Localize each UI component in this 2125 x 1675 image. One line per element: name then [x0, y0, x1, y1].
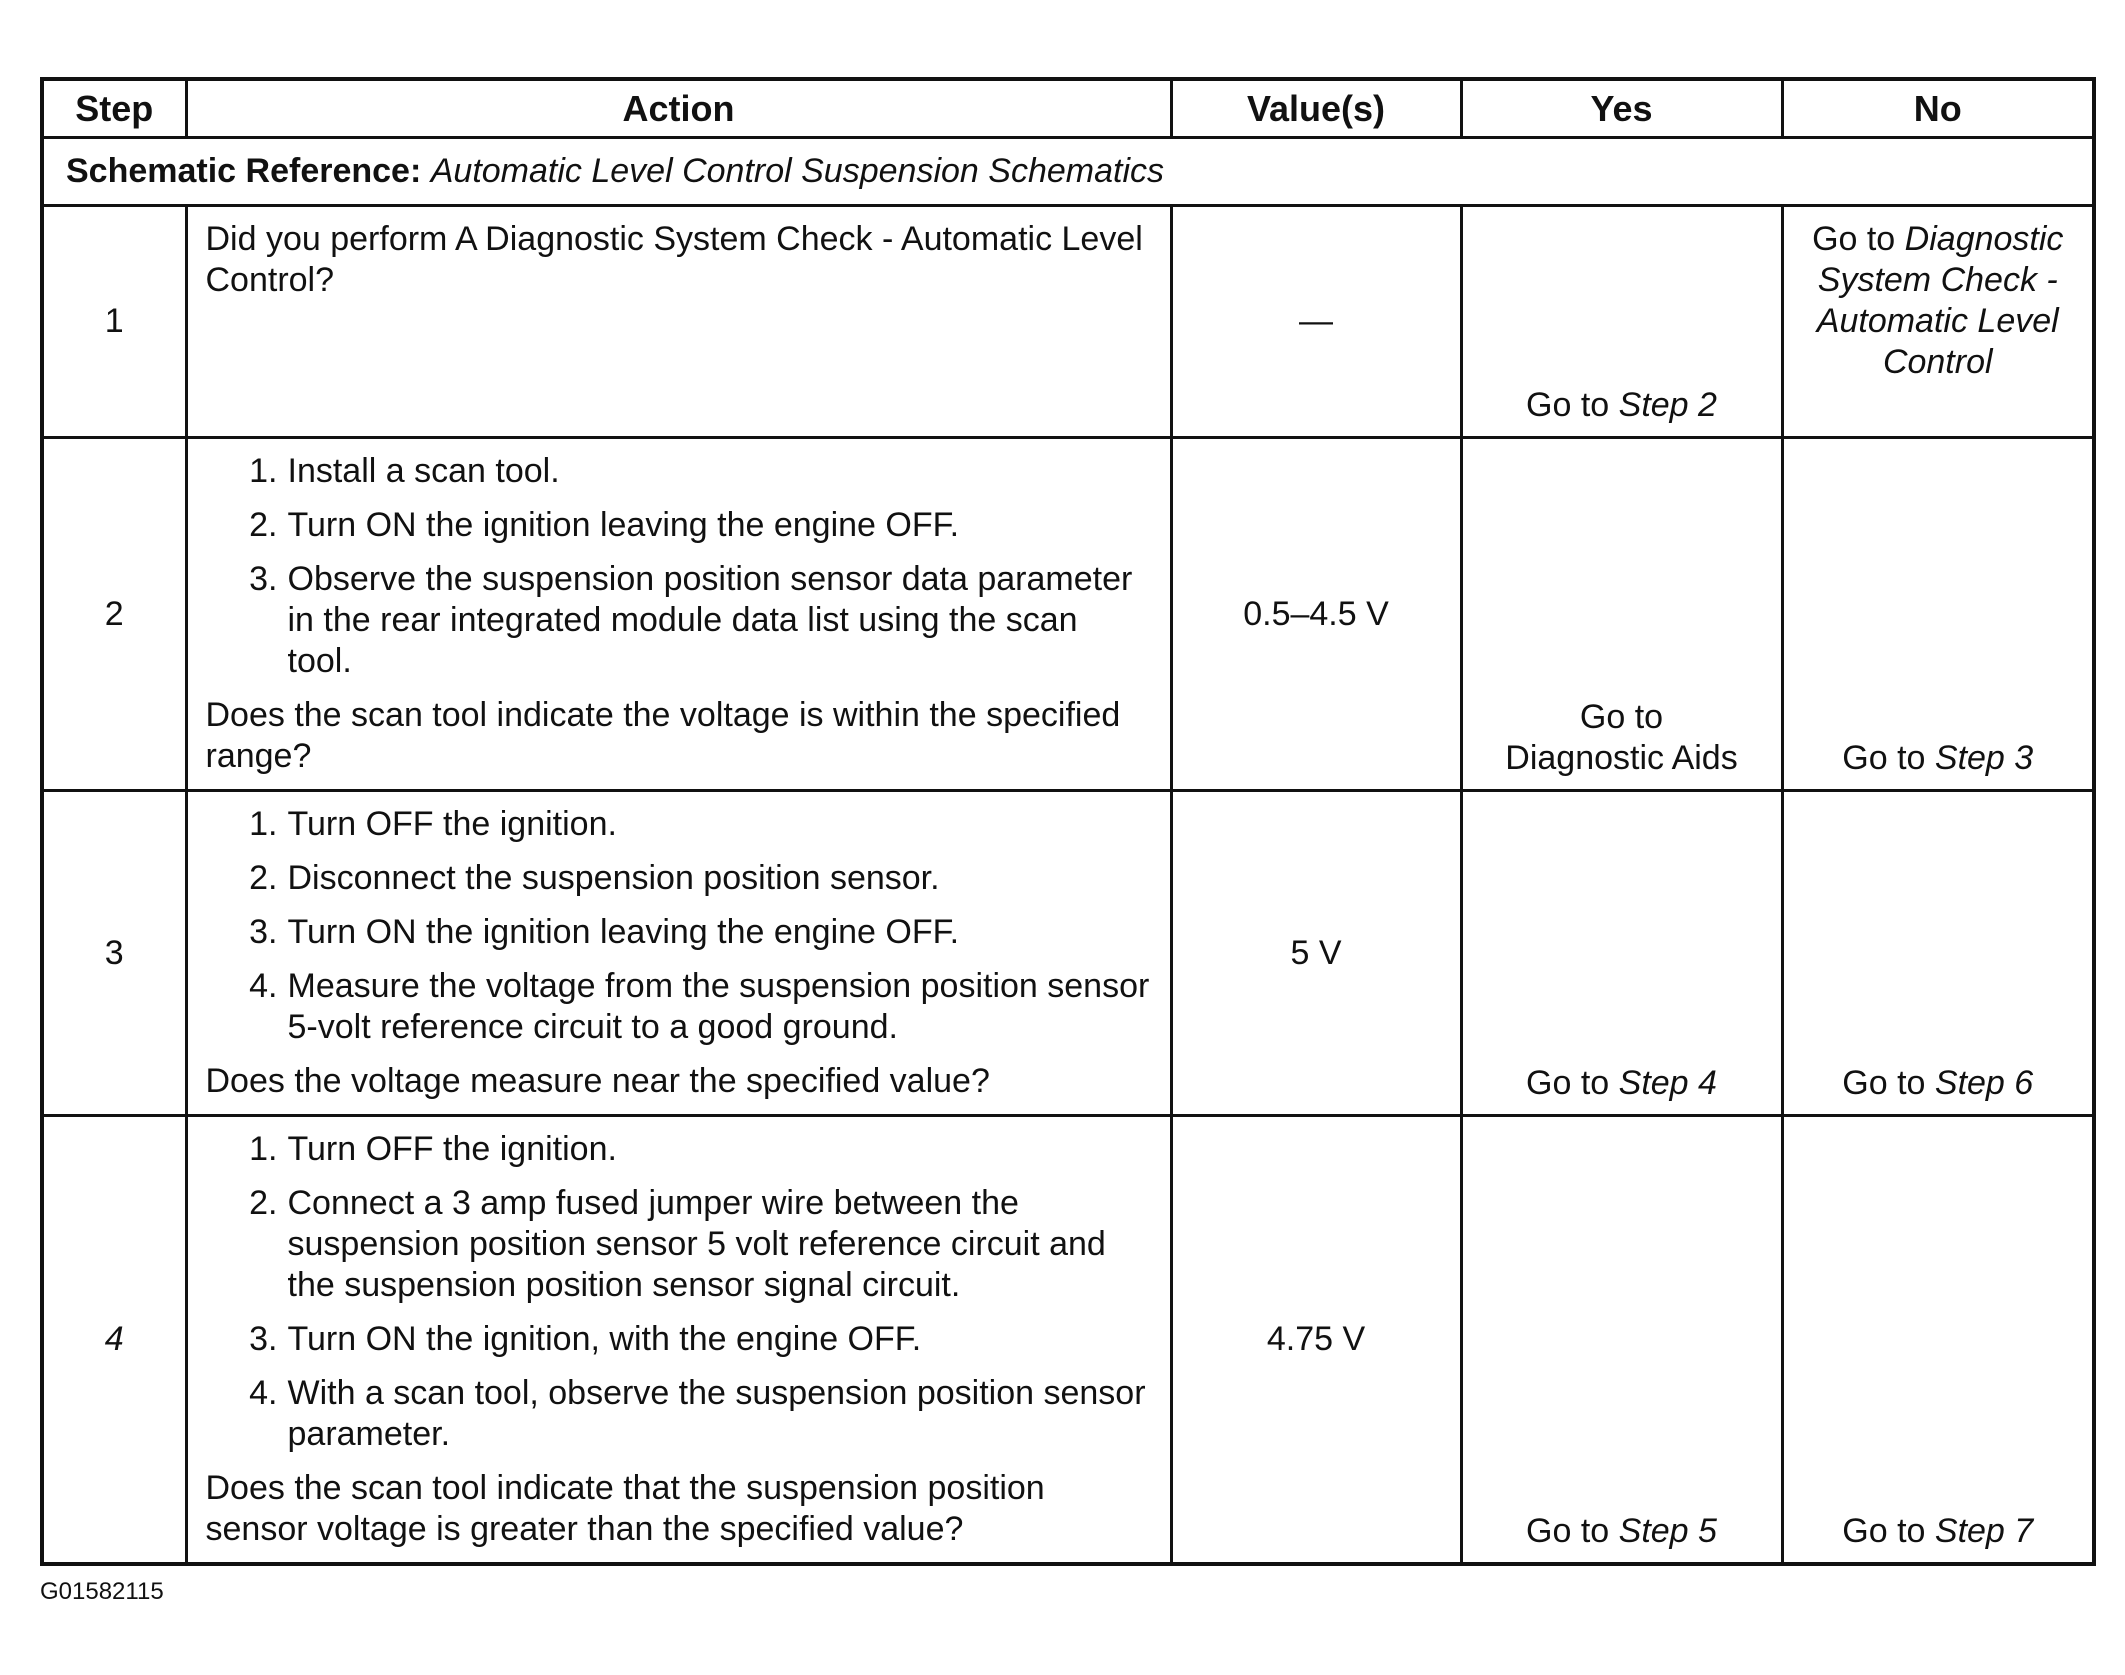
table-row — [42, 791, 2094, 1116]
header-action: Action — [186, 79, 1171, 138]
yes-goto[interactable] — [1463, 1063, 1781, 1104]
yes-goto[interactable] — [1463, 697, 1781, 779]
action-step: 4. Measure the voltage from the suspension position sensor 5-volt reference circuit to a good ground. — [249, 967, 1150, 1046]
no-goto[interactable] — [1784, 1511, 2093, 1552]
goto-prefix: Go to — [1579, 698, 1664, 736]
goto-prefix: Go to — [1526, 1064, 1619, 1102]
action-question: Did you perform A Diagnostic System Check - Automatic Level Control? — [205, 220, 1143, 299]
value-cell: 0.5–4.5 V — [1171, 438, 1461, 791]
action-step: 3. Turn ON the ignition leaving the engine OFF. — [249, 913, 960, 951]
goto-prefix: Go to — [1842, 1064, 1935, 1102]
value-cell: 4.75 V — [1171, 1116, 1461, 1565]
yes-cell — [1461, 438, 1782, 791]
header-yes: Yes — [1461, 79, 1782, 138]
action-cell — [186, 791, 1171, 1116]
no-goto[interactable] — [1784, 207, 2093, 383]
yes-cell — [1461, 791, 1782, 1116]
diagnostic-system-check-link[interactable]: Diagnostic System Check - Automatic Level Control — [1816, 220, 2064, 381]
yes-cell — [1461, 206, 1782, 438]
action-question: Does the voltage measure near the specified value? — [205, 1062, 990, 1100]
step-link[interactable]: Step 6 — [1934, 1064, 2034, 1102]
action-steps-list — [206, 451, 1150, 682]
step-number: 4 — [42, 1116, 186, 1565]
goto-prefix: Go to — [1842, 739, 1935, 777]
no-goto[interactable] — [1784, 1063, 2093, 1104]
action-question: Does the scan tool indicate that the suspension position sensor voltage is greater than the specified value? — [205, 1469, 1045, 1548]
yes-goto[interactable] — [1463, 385, 1781, 426]
figure-id: G01582115 — [40, 1578, 164, 1605]
action-question: Does the scan tool indicate the voltage is within the specified range? — [205, 696, 1121, 775]
action-cell — [186, 206, 1171, 438]
step-link[interactable]: Step 3 — [1934, 739, 2034, 777]
step-link[interactable]: Step 4 — [1618, 1064, 1717, 1102]
step-link[interactable]: Step 5 — [1618, 1512, 1717, 1550]
action-step: 4. With a scan tool, observe the suspension position sensor parameter. — [249, 1374, 1146, 1453]
diagnostic-aids-link[interactable]: Diagnostic Aids — [1505, 739, 1738, 777]
schematic-reference-cell — [42, 138, 2094, 206]
goto-prefix: Go to — [1526, 1512, 1619, 1550]
value-cell: 5 V — [1171, 791, 1461, 1116]
header-step: Step — [42, 79, 186, 138]
header-row — [42, 79, 2094, 138]
table-row — [42, 206, 2094, 438]
goto-prefix: Go to — [1842, 1512, 1935, 1550]
table-row — [42, 438, 2094, 791]
yes-cell — [1461, 1116, 1782, 1565]
action-step: 1. Install a scan tool. — [249, 452, 560, 490]
schematic-reference-label: Schematic Reference: — [66, 152, 422, 190]
action-step: 2. Turn ON the ignition leaving the engine OFF. — [249, 506, 960, 544]
value-cell: — — [1171, 206, 1461, 438]
action-steps-list — [206, 1129, 1150, 1455]
header-values: Value(s) — [1171, 79, 1461, 138]
action-steps-list — [206, 804, 1150, 1048]
action-step: 2. Disconnect the suspension position sensor. — [249, 859, 940, 897]
goto-prefix: Go to — [1812, 220, 1905, 258]
step-number: 1 — [42, 206, 186, 438]
no-cell — [1782, 791, 2094, 1116]
no-goto[interactable] — [1784, 738, 2093, 779]
no-cell — [1782, 438, 2094, 791]
schematic-reference-link[interactable]: Automatic Level Control Suspension Schematics — [430, 152, 1164, 190]
goto-prefix: Go to — [1526, 386, 1619, 424]
step-link[interactable]: Step 7 — [1934, 1512, 2034, 1550]
no-cell — [1782, 206, 2094, 438]
action-step: 1. Turn OFF the ignition. — [249, 1130, 617, 1168]
diagnostic-table — [40, 77, 2096, 1566]
action-step: 3. Observe the suspension position sensor data parameter in the rear integrated module data list using the scan tool. — [249, 560, 1133, 680]
action-step: 3. Turn ON the ignition, with the engine OFF. — [249, 1320, 922, 1358]
no-cell — [1782, 1116, 2094, 1565]
yes-goto[interactable] — [1463, 1511, 1781, 1552]
schematic-reference-row — [42, 138, 2094, 206]
action-cell — [186, 1116, 1171, 1565]
step-number: 2 — [42, 438, 186, 791]
action-cell — [186, 438, 1171, 791]
action-step: 1. Turn OFF the ignition. — [249, 805, 617, 843]
action-step: 2. Connect a 3 amp fused jumper wire between the suspension position sensor 5 volt reference circuit and the suspension position sensor signal circuit. — [249, 1184, 1106, 1304]
step-link[interactable]: Step 2 — [1618, 386, 1717, 424]
table-row — [42, 1116, 2094, 1565]
step-number: 3 — [42, 791, 186, 1116]
header-no: No — [1782, 79, 2094, 138]
